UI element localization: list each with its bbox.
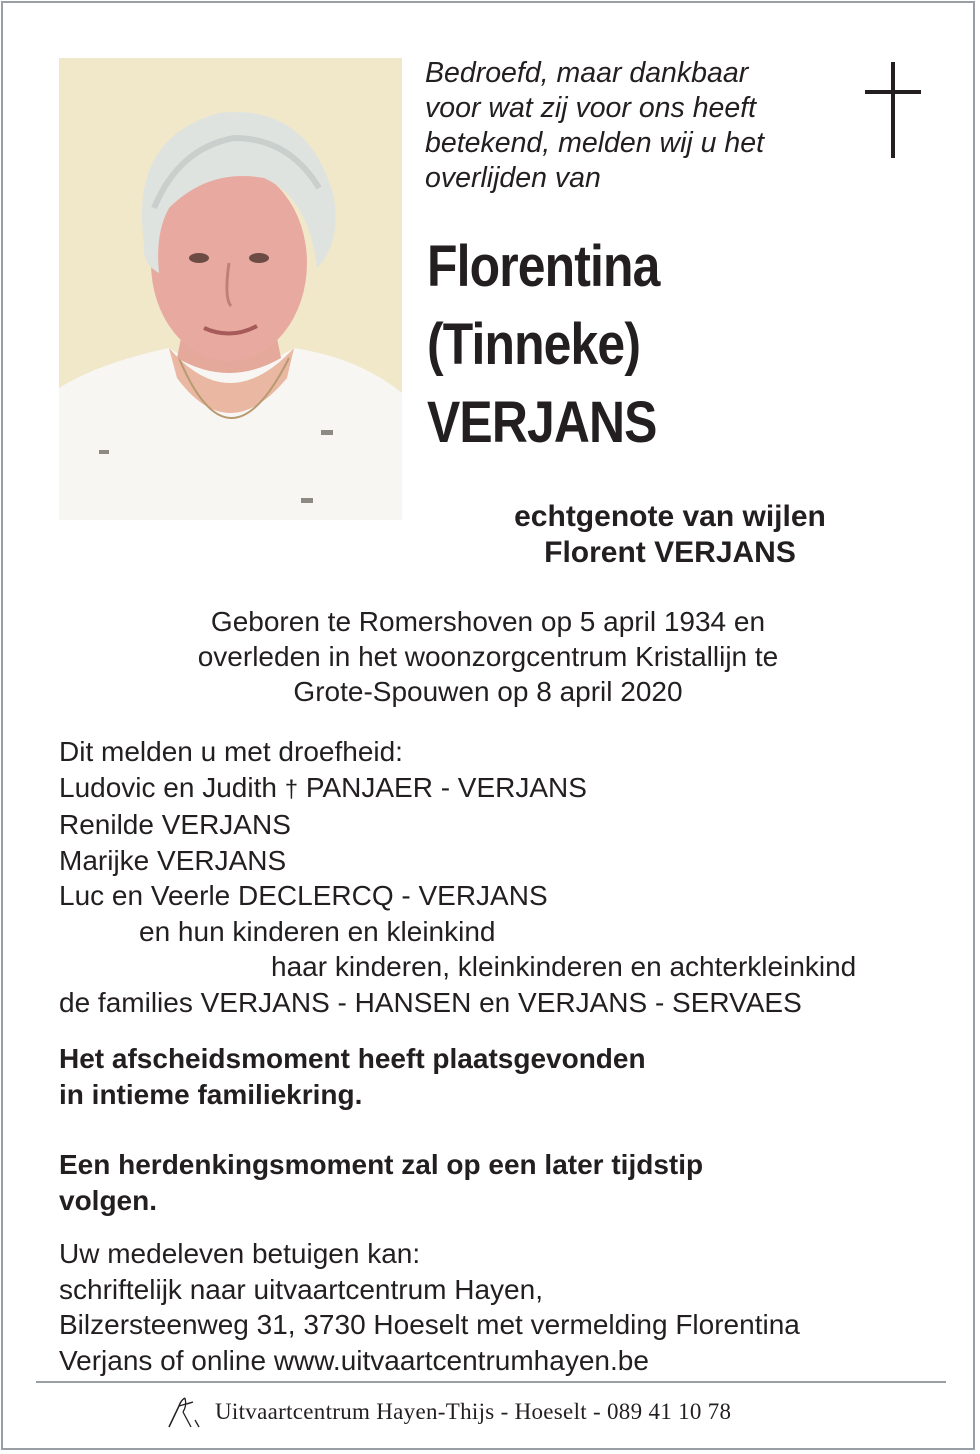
farewell-line: in intieme familiekring.: [59, 1079, 363, 1110]
funeral-home-info: Uitvaartcentrum Hayen-Thijs - Hoeselt - 089 41 10 78: [215, 1399, 732, 1424]
intro-text: [425, 56, 855, 196]
families-line: de families VERJANS - HANSEN en VERJANS - SERVAES: [59, 986, 802, 1018]
birth-death-line: Grote-Spouwen op 8 april 2020: [293, 676, 683, 707]
name-line: VERJANS: [427, 390, 657, 455]
condolence-line: Uw medeleven betuigen kan:: [59, 1238, 421, 1269]
family-name: Ludovic en Judith: [59, 771, 285, 803]
farewell-notice: [59, 1041, 646, 1113]
announcement-heading: Dit melden u met droefheid:: [59, 736, 403, 767]
intro-line: Bedroefd, maar dankbaar: [425, 57, 749, 89]
family-line: [59, 770, 856, 808]
memorial-line: volgen.: [59, 1185, 158, 1216]
family-announcement: [59, 734, 856, 1020]
birth-death-line: overleden in het woonzorgcentrum Kristallijn te: [197, 641, 779, 672]
small-cross-icon: †: [284, 775, 299, 803]
intro-line: overlijden van: [425, 162, 601, 194]
dove-logo-icon: [165, 1394, 205, 1430]
family-line: Renilde VERJANS: [59, 809, 291, 840]
condolence-line: Verjans of online www.uitvaartcentrumhayen.be: [59, 1344, 649, 1376]
deceased-name: [427, 228, 659, 462]
birth-death-text: [88, 604, 888, 709]
family-line: Luc en Veerle DECLERCQ - VERJANS: [59, 880, 548, 911]
grandchildren-line: haar kinderen, kleinkinderen en achterkleinkind: [271, 951, 857, 982]
name-line: Florentina: [427, 234, 660, 299]
spouse-line: echtgenote van wijlen: [514, 500, 826, 533]
footer: [165, 1392, 731, 1432]
condolence-info: [59, 1236, 800, 1378]
cross-icon: [863, 60, 923, 160]
family-name: PANJAER - VERJANS: [298, 771, 587, 803]
footer-divider: [36, 1381, 946, 1383]
intro-line: voor wat zij voor ons heeft: [425, 92, 757, 124]
portrait-photo: [59, 58, 402, 520]
memorial-line: Een herdenkingsmoment zal op een later tijdstip: [59, 1149, 704, 1180]
intro-line: betekend, melden wij u het: [425, 127, 765, 159]
children-line: en hun kinderen en kleinkind: [139, 915, 496, 947]
condolence-line: schriftelijk naar uitvaartcentrum Hayen,: [59, 1273, 543, 1305]
condolence-line: Bilzersteenweg 31, 3730 Hoeselt met vermelding Florentina: [59, 1309, 800, 1340]
birth-death-line: Geboren te Romershoven op 5 april 1934 en: [210, 606, 766, 637]
name-line: (Tinneke): [427, 312, 641, 377]
memorial-notice: [59, 1147, 703, 1219]
farewell-line: Het afscheidsmoment heeft plaatsgevonden: [59, 1043, 646, 1074]
spouse-text: [440, 499, 900, 571]
spouse-line: Florent VERJANS: [544, 536, 796, 569]
family-line: Marijke VERJANS: [59, 844, 287, 876]
